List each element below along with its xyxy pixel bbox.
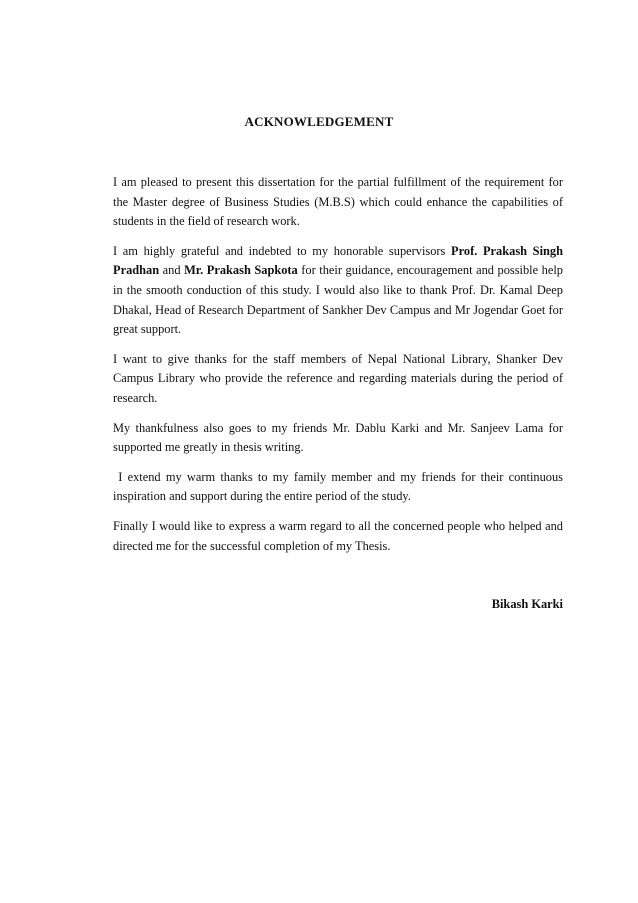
signature-name: Bikash Karki xyxy=(491,597,563,611)
paragraph-5: I extend my warm thanks to my family member and my friends for their continuous inspiration and support during the entire period of the study. xyxy=(113,469,567,504)
paragraph-3: I want to give thanks for the staff members of Nepal National Library, Shanker Dev Campus Library who provide the reference and regarding materials during the period of research. xyxy=(113,351,563,405)
paragraph-2-text-a: I am highly grateful and indebted to my honorable supervisors xyxy=(113,243,452,258)
page-title: ACKNOWLEDGEMENT xyxy=(244,114,394,129)
supervisor-name-1: Prof. Prakash Singh Pradhan xyxy=(113,243,563,278)
acknowledgement-body xyxy=(113,173,567,566)
paragraph-2 xyxy=(113,242,563,340)
supervisor-name-2: Mr. Prakash Sapkota xyxy=(184,263,298,278)
paragraph-6: Finally I would like to express a warm regard to all the concerned people who helped and directed me for the successful completion of my Thesis. xyxy=(113,518,563,553)
paragraph-2-text-e: for their guidance, encouragement and possible help in the smooth conduction of this study. I would also like to thank Prof. Dr. Kamal Deep Dhakal, Head of Research Department of Sankher Dev Campus and Mr Jogendar Goet for great support. xyxy=(113,263,563,337)
paragraph-1: I am pleased to present this dissertation for the partial fulfillment of the requirement for the Master degree of Business Studies (M.B.S) which could enhance the capabilities of students in the field of research work. xyxy=(113,175,563,229)
paragraph-2-text-c: and xyxy=(159,263,185,278)
paragraph-4: My thankfulness also goes to my friends Mr. Dablu Karki and Mr. Sanjeev Lama for supported me greatly in thesis writing. xyxy=(113,420,563,455)
